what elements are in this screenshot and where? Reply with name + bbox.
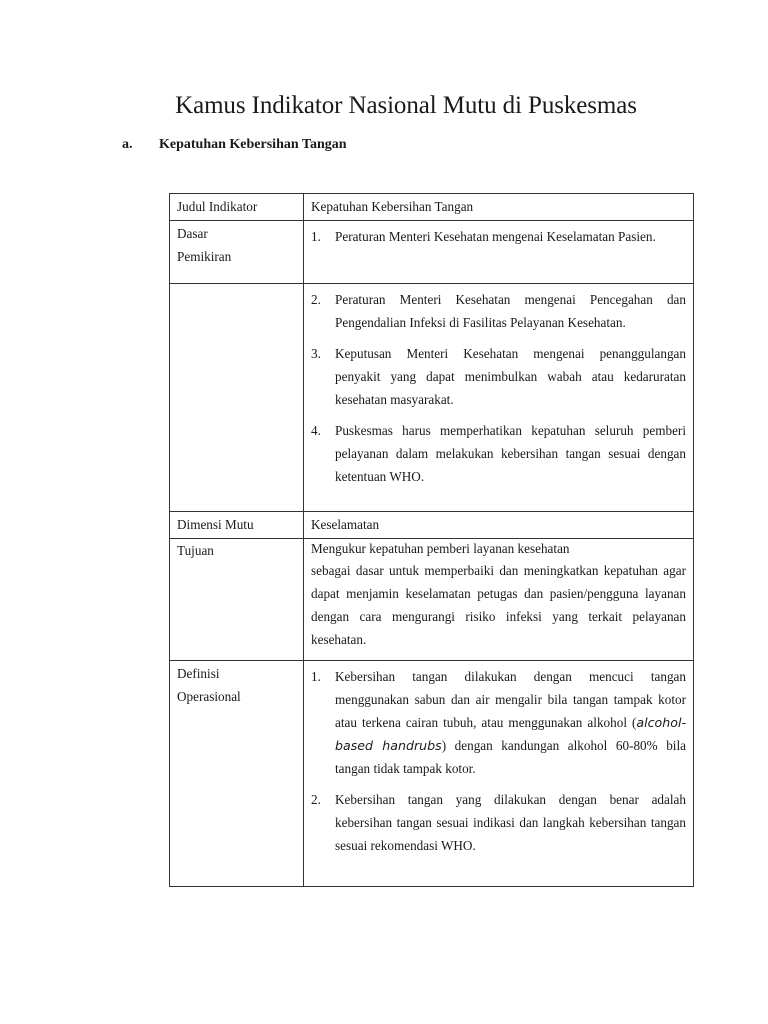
label-cell [170, 221, 304, 284]
table-row-judul [170, 194, 694, 221]
definisi-label-line2: Operasional [177, 689, 241, 704]
table-row-dimensi [170, 512, 694, 539]
document-title: Kamus Indikator Nasional Mutu di Puskesmas [175, 92, 637, 119]
item-number: 2. [311, 792, 321, 807]
label-cell [170, 661, 304, 887]
list-item [311, 342, 686, 411]
tujuan-text: sebagai dasar untuk memperbaiki dan meningkatkan kepatuhan agar dapat menjamin keselamatan petugas dan pasien/pengguna layanan dengan cara mengurangi risiko infeksi yang terkait pelayanan kesehatan. [311, 563, 686, 647]
item-number: 3. [311, 346, 321, 361]
dasar-list [311, 225, 686, 248]
item-text: Peraturan Menteri Kesehatan mengenai Pencegahan dan Pengendalian Infeksi di Fasilitas Pelayanan Kesehatan. [335, 292, 686, 330]
label-cell [170, 284, 304, 512]
dimensi-value: Keselamatan [311, 517, 380, 532]
dasar-list-continued [311, 288, 686, 488]
value-cell [304, 539, 694, 661]
definisi-label-line1: Definisi [177, 666, 220, 681]
judul-value: Kepatuhan Kebersihan Tangan [311, 199, 474, 214]
value-cell [304, 284, 694, 512]
indicator-table [169, 193, 694, 887]
item-text [335, 665, 686, 780]
value-cell [304, 661, 694, 887]
judul-label: Judul Indikator [177, 199, 258, 214]
tujuan-line1: Mengukur kepatuhan pemberi layanan kesehatan [311, 541, 570, 556]
section-title: Kepatuhan Kebersihan Tangan [159, 137, 347, 152]
value-cell [304, 194, 694, 221]
item-number: 4. [311, 423, 321, 438]
tujuan-label: Tujuan [177, 543, 214, 558]
item-number: 1. [311, 669, 321, 684]
section-heading [122, 137, 347, 153]
item-text: Kebersihan tangan yang dilakukan dengan benar adalah kebersihan tangan sesuai indikasi dan langkah kebersihan tangan sesuai rekomendasi WHO. [335, 792, 686, 853]
table-row-tujuan [170, 539, 694, 661]
label-cell [170, 512, 304, 539]
dasar-label-line1: Dasar [177, 226, 208, 241]
table-row-dasar [170, 221, 694, 284]
item-number: 1. [311, 229, 321, 244]
list-item [311, 788, 686, 857]
item-text-before: Kebersihan tangan dilakukan dengan mencuci tangan menggunakan sabun dan air mengalir bila tangan tampak kotor atau terkena cairan tubuh, atau menggunakan alkohol ( [335, 669, 686, 730]
value-cell [304, 512, 694, 539]
dimensi-label: Dimensi Mutu [177, 517, 254, 532]
list-item [311, 225, 686, 248]
list-item [311, 419, 686, 488]
item-number: 2. [311, 292, 321, 307]
label-cell [170, 194, 304, 221]
value-cell [304, 221, 694, 284]
item-text-after: ) dengan kandungan alkohol 60-80% bila tangan tidak tampak kotor. [335, 738, 686, 776]
dasar-label-line2: Pemikiran [177, 249, 232, 264]
list-item [311, 665, 686, 780]
item-text: Peraturan Menteri Kesehatan mengenai Keselamatan Pasien. [335, 229, 656, 244]
list-item [311, 288, 686, 334]
item-text: Keputusan Menteri Kesehatan mengenai penanggulangan penyakit yang dapat menimbulkan wabah atau kedaruratan kesehatan masyarakat. [335, 346, 686, 407]
italic-term: alcohol- based handrubs [335, 715, 686, 753]
table-row-dasar-continued [170, 284, 694, 512]
label-cell [170, 539, 304, 661]
table-row-definisi [170, 661, 694, 887]
definisi-list [311, 665, 686, 857]
item-text: Puskesmas harus memperhatikan kepatuhan seluruh pemberi pelayanan dalam melakukan kebersihan tangan sesuai dengan ketentuan WHO. [335, 423, 686, 484]
section-letter: a. [122, 137, 133, 152]
